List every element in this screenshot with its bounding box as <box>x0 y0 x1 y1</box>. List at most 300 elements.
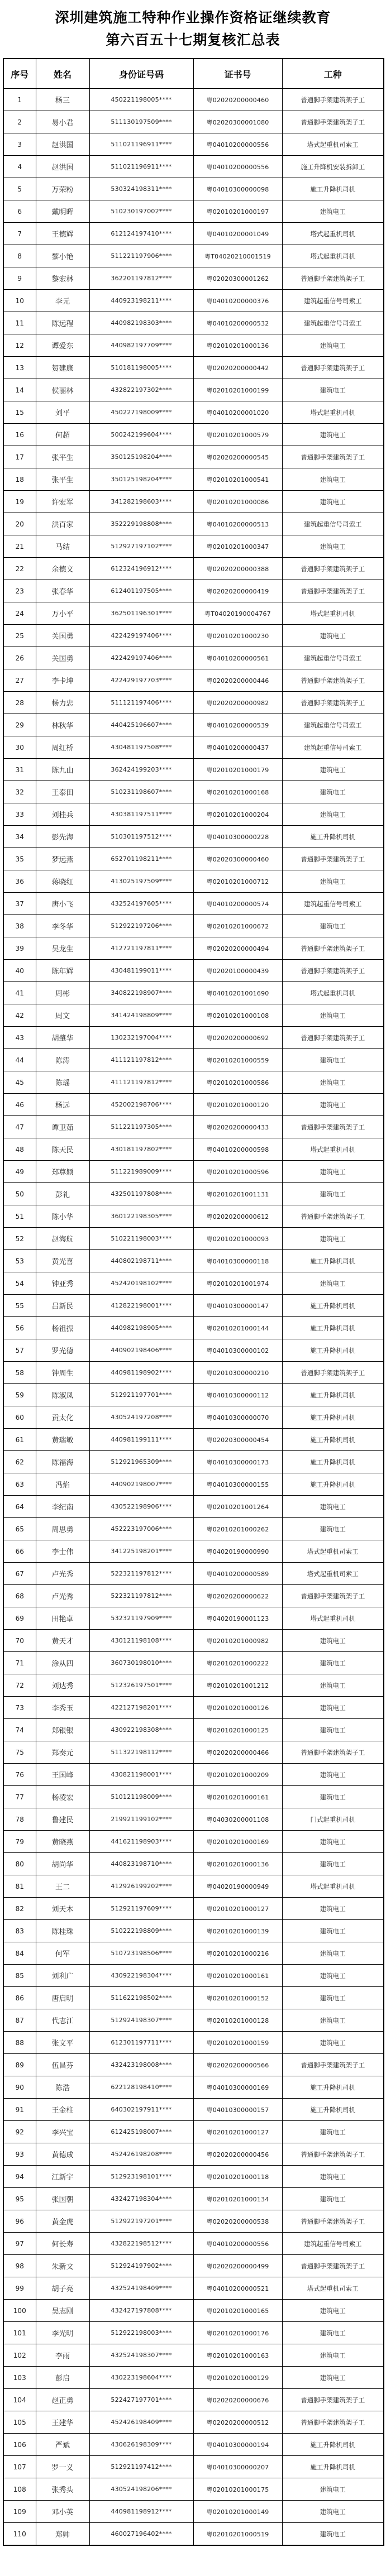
cell-name: 杨力忠 <box>36 692 89 714</box>
cell-certificate: 粤04030200001108 <box>193 1808 282 1831</box>
table-row <box>3 156 384 178</box>
cell-id-number: 430922198308**** <box>89 1719 193 1741</box>
table-row <box>3 759 384 781</box>
cell-certificate: 粤02010201000176 <box>193 2322 282 2344</box>
cell-trade: 建筑电工 <box>282 1831 384 1853</box>
cell-name: 张平生 <box>36 468 89 491</box>
cell-serial: 43 <box>3 1027 36 1049</box>
header-certificate: 证书号 <box>193 59 282 89</box>
cell-trade: 普通脚手架建筑架子工 <box>282 1027 384 1049</box>
cell-trade: 塔式起重机司机 <box>282 245 384 267</box>
cell-name: 胡肇华 <box>36 1027 89 1049</box>
cell-id-number: 612425198007**** <box>89 2121 193 2143</box>
cell-name: 郑奏元 <box>36 1741 89 1764</box>
cell-id-number: 510221198003**** <box>89 1228 193 1250</box>
table-row <box>3 2322 384 2344</box>
cell-id-number: 452426198409**** <box>89 2411 193 2434</box>
cell-name: 吴龙生 <box>36 937 89 960</box>
cell-name: 胡子亮 <box>36 2277 89 2300</box>
cell-id-number: 622128198410**** <box>89 2076 193 2099</box>
header-name: 姓名 <box>36 59 89 89</box>
cell-id-number: 612324196912**** <box>89 558 193 580</box>
cell-id-number: 652701198211**** <box>89 848 193 870</box>
cell-certificate: 粤02010201000128 <box>193 2009 282 2032</box>
cell-serial: 6 <box>3 200 36 223</box>
cell-name: 关国勇 <box>36 625 89 647</box>
cell-certificate: 粤02010201000152 <box>193 1987 282 2009</box>
table-row <box>3 1697 384 1719</box>
cell-certificate: 粤02010201000163 <box>193 2344 282 2367</box>
cell-certificate: 粤02020200000419 <box>193 580 282 602</box>
cell-id-number: 432427197808**** <box>89 2300 193 2322</box>
cell-trade: 建筑电工 <box>282 1518 384 1540</box>
table-row <box>3 1540 384 1563</box>
cell-name: 张国朝 <box>36 2188 89 2210</box>
table-row <box>3 692 384 714</box>
cell-trade: 建筑电工 <box>282 781 384 803</box>
cell-serial: 65 <box>3 1518 36 1540</box>
cell-serial: 45 <box>3 1071 36 1094</box>
cell-trade: 建筑电工 <box>282 1496 384 1518</box>
cell-trade: 建筑电工 <box>282 915 384 937</box>
cell-id-number: 440902198007**** <box>89 1473 193 1496</box>
cell-serial: 8 <box>3 245 36 267</box>
cell-name: 谭卫茹 <box>36 1116 89 1138</box>
cell-certificate: 粤02020200000456 <box>193 2143 282 2166</box>
cell-serial: 56 <box>3 1317 36 1339</box>
cell-certificate: 粤02010201000179 <box>193 759 282 781</box>
cell-name: 刘利广 <box>36 1965 89 1987</box>
cell-name: 冯焰 <box>36 1473 89 1496</box>
table-row <box>3 401 384 424</box>
cell-certificate: 粤04010200000376 <box>193 290 282 312</box>
cell-id-number: 362501196301**** <box>89 602 193 625</box>
cell-serial: 4 <box>3 156 36 178</box>
cell-certificate: 粤02010201000199 <box>193 379 282 401</box>
cell-trade: 普通脚手架建筑架子工 <box>282 2210 384 2233</box>
cell-certificate: 粤04010200000521 <box>193 2277 282 2300</box>
cell-id-number: 512923198101**** <box>89 2166 193 2188</box>
cell-certificate: 粤04010300000098 <box>193 178 282 200</box>
cell-serial: 67 <box>3 1563 36 1585</box>
cell-serial: 36 <box>3 870 36 893</box>
cell-name: 刘天木 <box>36 1898 89 1920</box>
cell-serial: 37 <box>3 893 36 915</box>
table-row <box>3 1027 384 1049</box>
cell-certificate: 粤04010200000556 <box>193 133 282 156</box>
cell-certificate: 粤04010200001020 <box>193 401 282 424</box>
cell-id-number: 440823198710**** <box>89 1853 193 1875</box>
cell-trade: 建筑电工 <box>282 1630 384 1652</box>
cell-trade: 塔式起重机司机 <box>282 401 384 424</box>
cell-name: 王二 <box>36 1875 89 1898</box>
cell-trade: 施工升降机司机 <box>282 178 384 200</box>
cell-name: 刘桂兵 <box>36 803 89 826</box>
table-row <box>3 1049 384 1071</box>
cell-trade: 建筑电工 <box>282 2009 384 2032</box>
cell-trade: 建筑电工 <box>282 1094 384 1116</box>
cell-trade: 普通脚手架建筑架子工 <box>282 580 384 602</box>
cell-id-number: 512921197412**** <box>89 2456 193 2478</box>
cell-name: 黎小艳 <box>36 245 89 267</box>
cell-name: 陈瑶 <box>36 1071 89 1094</box>
cell-name: 邓小英 <box>36 2501 89 2523</box>
cell-certificate: 粤02020200000466 <box>193 1741 282 1764</box>
cell-id-number: 512922197201**** <box>89 2210 193 2233</box>
cell-name: 赵海航 <box>36 1228 89 1250</box>
cell-trade: 建筑电工 <box>282 1898 384 1920</box>
cell-serial: 23 <box>3 580 36 602</box>
cell-serial: 62 <box>3 1451 36 1473</box>
cell-trade: 施工升降机司机 <box>282 1473 384 1496</box>
table-row <box>3 1429 384 1451</box>
cell-certificate: 粤02010201000168 <box>193 781 282 803</box>
cell-name: 贺建康 <box>36 357 89 379</box>
cell-trade: 塔式起重机司机 <box>282 1875 384 1898</box>
table-row <box>3 1987 384 2009</box>
cell-serial: 42 <box>3 1004 36 1027</box>
cell-id-number: 452223197006**** <box>89 1518 193 1540</box>
cell-certificate: 粤02010201000541 <box>193 468 282 491</box>
table-row <box>3 1518 384 1540</box>
cell-id-number: 512326197501**** <box>89 1674 193 1697</box>
cell-name: 杨远 <box>36 1094 89 1116</box>
cell-certificate: 粤02010201000209 <box>193 1764 282 1786</box>
cell-serial: 26 <box>3 647 36 669</box>
cell-trade: 建筑电工 <box>282 2478 384 2501</box>
cell-trade: 普通脚手架建筑架子工 <box>282 1116 384 1138</box>
table-row <box>3 1942 384 1965</box>
table-row <box>3 1719 384 1741</box>
cell-serial: 17 <box>3 446 36 468</box>
cell-name: 赵正勇 <box>36 2389 89 2411</box>
cell-certificate: 粤02010201000149 <box>193 2501 282 2523</box>
table-row <box>3 491 384 513</box>
table-row <box>3 1652 384 1674</box>
cell-serial: 11 <box>3 312 36 334</box>
cell-trade: 普通脚手架建筑架子工 <box>282 1362 384 1384</box>
cell-name: 鲁建民 <box>36 1808 89 1831</box>
cell-id-number: 219921199102**** <box>89 1808 193 1831</box>
document-title <box>3 0 383 58</box>
cell-id-number: 510231198607**** <box>89 781 193 803</box>
cell-serial: 46 <box>3 1094 36 1116</box>
table-row <box>3 1786 384 1808</box>
cell-certificate: 粤04010200000437 <box>193 736 282 759</box>
cell-serial: 28 <box>3 692 36 714</box>
cell-name: 陈九山 <box>36 759 89 781</box>
cell-id-number: 612301197711**** <box>89 2032 193 2054</box>
cell-certificate: 粤02010201000982 <box>193 1630 282 1652</box>
cell-name: 陈桂珠 <box>36 1920 89 1942</box>
cell-serial: 53 <box>3 1250 36 1272</box>
cell-certificate: 粤02010201000108 <box>193 1004 282 1027</box>
table-body <box>3 89 384 2546</box>
cell-certificate: 粤02020200000545 <box>193 446 282 468</box>
cell-name: 何军 <box>36 1942 89 1965</box>
cell-serial: 99 <box>3 2277 36 2300</box>
cell-serial: 68 <box>3 1585 36 1607</box>
cell-id-number: 510301197512**** <box>89 826 193 848</box>
cell-name: 罗一义 <box>36 2456 89 2478</box>
cell-trade: 塔式起重机司索工 <box>282 2277 384 2300</box>
cell-id-number: 130232197004**** <box>89 1027 193 1049</box>
cell-trade: 建筑电工 <box>282 1228 384 1250</box>
table-row <box>3 2143 384 2166</box>
cell-name: 陈浩 <box>36 2076 89 2099</box>
table-row <box>3 1563 384 1585</box>
cell-name: 林秋华 <box>36 714 89 736</box>
cell-certificate: 粤04010300000118 <box>193 1250 282 1272</box>
cell-serial: 54 <box>3 1272 36 1295</box>
cell-certificate: 粤02010201001212 <box>193 1674 282 1697</box>
cell-certificate: 粤02010201000197 <box>193 200 282 223</box>
cell-id-number: 440982198303**** <box>89 312 193 334</box>
cell-trade: 施工升降机司机 <box>282 1339 384 1362</box>
cell-name: 朱新文 <box>36 2255 89 2277</box>
cell-certificate: 粤02010201001131 <box>193 1183 282 1205</box>
cell-certificate: 粤04010300000155 <box>193 1473 282 1496</box>
cell-certificate: 粤02010201000596 <box>193 1161 282 1183</box>
cell-trade: 建筑电工 <box>282 1049 384 1071</box>
table-row <box>3 1585 384 1607</box>
cell-id-number: 452002198706**** <box>89 1094 193 1116</box>
table-row <box>3 2367 384 2389</box>
cell-serial: 95 <box>3 2188 36 2210</box>
cell-name: 李雨 <box>36 2344 89 2367</box>
cell-certificate: 粤02010201000159 <box>193 2032 282 2054</box>
cell-id-number: 430922198304**** <box>89 1965 193 1987</box>
cell-name: 田艳卓 <box>36 1607 89 1630</box>
cell-id-number: 362201197812**** <box>89 267 193 290</box>
cell-certificate: 粤02020200000446 <box>193 669 282 692</box>
cell-certificate: 粤02010201000169 <box>193 1831 282 1853</box>
cell-trade: 建筑起重信号司索工 <box>282 647 384 669</box>
cell-certificate: 粤02010201000175 <box>193 2478 282 2501</box>
table-row <box>3 848 384 870</box>
cell-trade: 建筑起重信号司索工 <box>282 714 384 736</box>
cell-serial: 106 <box>3 2434 36 2456</box>
cell-serial: 90 <box>3 2076 36 2099</box>
cell-serial: 22 <box>3 558 36 580</box>
cell-trade: 普通脚手架建筑架子工 <box>282 2054 384 2076</box>
cell-id-number: 413025197509**** <box>89 870 193 893</box>
cell-id-number: 341282198603**** <box>89 491 193 513</box>
table-row <box>3 602 384 625</box>
cell-trade: 普通脚手架建筑架子工 <box>282 2411 384 2434</box>
table-row <box>3 669 384 692</box>
cell-certificate: 粤02010201000136 <box>193 334 282 357</box>
table-row <box>3 1116 384 1138</box>
cell-name: 罗光德 <box>36 1339 89 1362</box>
cell-trade: 建筑起重信号司索工 <box>282 312 384 334</box>
cell-certificate: 粤02020200000612 <box>193 1205 282 1228</box>
cell-serial: 73 <box>3 1697 36 1719</box>
table-row <box>3 1741 384 1764</box>
cell-name: 马结 <box>36 535 89 558</box>
table-row <box>3 267 384 290</box>
cell-id-number: 422429197406**** <box>89 625 193 647</box>
cell-certificate: 粤02020200000499 <box>193 2255 282 2277</box>
table-row <box>3 1317 384 1339</box>
cell-serial: 83 <box>3 1920 36 1942</box>
cell-name: 李冬华 <box>36 915 89 937</box>
cell-certificate: 粤02020200000433 <box>193 1116 282 1138</box>
cell-name: 张平生 <box>36 446 89 468</box>
cell-serial: 59 <box>3 1384 36 1406</box>
cell-certificate: 粤02020200000388 <box>193 558 282 580</box>
cell-serial: 30 <box>3 736 36 759</box>
cell-serial: 91 <box>3 2099 36 2121</box>
cell-id-number: 522321197812**** <box>89 1563 193 1585</box>
cell-id-number: 352229198808**** <box>89 513 193 535</box>
cell-trade: 建筑电工 <box>282 1071 384 1094</box>
cell-serial: 66 <box>3 1540 36 1563</box>
cell-name: 唐启明 <box>36 1987 89 2009</box>
cell-serial: 100 <box>3 2300 36 2322</box>
cell-certificate: 粤02010201000262 <box>193 1518 282 1540</box>
cell-certificate: 粤02020200000538 <box>193 2210 282 2233</box>
cell-trade: 建筑电工 <box>282 2032 384 2054</box>
cell-trade: 建筑电工 <box>282 468 384 491</box>
cell-trade: 建筑电工 <box>282 535 384 558</box>
cell-id-number: 411121197812**** <box>89 1071 193 1094</box>
table-row <box>3 1607 384 1630</box>
cell-trade: 建筑电工 <box>282 2501 384 2523</box>
cell-name: 杨凌宏 <box>36 1786 89 1808</box>
cell-certificate: 粤04010201001690 <box>193 982 282 1004</box>
cell-id-number: 440802198711**** <box>89 1250 193 1272</box>
table-row <box>3 245 384 267</box>
cell-name: 胡尚华 <box>36 1853 89 1875</box>
cell-id-number: 430223198604**** <box>89 2367 193 2389</box>
header-serial: 序号 <box>3 59 36 89</box>
cell-id-number: 412822198001**** <box>89 1295 193 1317</box>
table-row <box>3 1272 384 1295</box>
cell-trade: 施工升降机司机 <box>282 2076 384 2099</box>
cell-certificate: 粤02010201000672 <box>193 915 282 937</box>
cell-id-number: 432501197808**** <box>89 1183 193 1205</box>
cell-trade: 普通脚手架建筑架子工 <box>282 1585 384 1607</box>
table-row <box>3 1205 384 1228</box>
table-row <box>3 2188 384 2210</box>
cell-id-number: 341424198809**** <box>89 1004 193 1027</box>
cell-serial: 98 <box>3 2255 36 2277</box>
review-table <box>3 58 384 2546</box>
cell-trade: 施工升降机司机 <box>282 2434 384 2456</box>
cell-certificate: 粤T04020210001519 <box>193 245 282 267</box>
cell-trade: 建筑电工 <box>282 1764 384 1786</box>
cell-certificate: 粤02010201000222 <box>193 1652 282 1674</box>
cell-certificate: 粤04010300000228 <box>193 826 282 848</box>
table-row <box>3 468 384 491</box>
cell-id-number: 422429197406**** <box>89 647 193 669</box>
cell-trade: 普通脚手架建筑架子工 <box>282 89 384 111</box>
cell-certificate: 粤02010201000216 <box>193 1942 282 1965</box>
cell-trade: 普通脚手架建筑架子工 <box>282 2389 384 2411</box>
table-row <box>3 1406 384 1429</box>
cell-id-number: 430481199011**** <box>89 960 193 982</box>
table-row <box>3 1228 384 1250</box>
cell-id-number: 511121197406**** <box>89 692 193 714</box>
cell-certificate: 粤02020200000494 <box>193 937 282 960</box>
cell-serial: 61 <box>3 1429 36 1451</box>
cell-certificate: 粤04010200000574 <box>193 893 282 915</box>
cell-certificate: 粤04020190001123 <box>193 1607 282 1630</box>
cell-trade: 建筑电工 <box>282 1697 384 1719</box>
cell-trade: 建筑电工 <box>282 1786 384 1808</box>
cell-id-number: 512924198307**** <box>89 2009 193 2032</box>
cell-certificate: 粤02010201000559 <box>193 1049 282 1071</box>
cell-serial: 88 <box>3 2032 36 2054</box>
cell-trade: 普通脚手架建筑架子工 <box>282 2255 384 2277</box>
cell-serial: 102 <box>3 2344 36 2367</box>
cell-serial: 69 <box>3 1607 36 1630</box>
table-row <box>3 937 384 960</box>
cell-certificate: 粤02010201000120 <box>193 1094 282 1116</box>
cell-id-number: 430522198906**** <box>89 1496 193 1518</box>
table-row <box>3 982 384 1004</box>
table-row <box>3 1339 384 1362</box>
cell-name: 陈福海 <box>36 1451 89 1473</box>
table-row <box>3 446 384 468</box>
cell-serial: 7 <box>3 223 36 245</box>
cell-serial: 86 <box>3 1987 36 2009</box>
cell-id-number: 432524198409**** <box>89 2277 193 2300</box>
cell-serial: 14 <box>3 379 36 401</box>
cell-name: 郑尊颖 <box>36 1161 89 1183</box>
cell-name: 戴明晖 <box>36 200 89 223</box>
table-row <box>3 379 384 401</box>
cell-id-number: 412721197811**** <box>89 937 193 960</box>
cell-certificate: 粤02010201000093 <box>193 1228 282 1250</box>
cell-certificate: 粤02020300000460 <box>193 848 282 870</box>
cell-trade: 门式起重机司机 <box>282 1808 384 1831</box>
cell-trade: 塔式起重机司机 <box>282 982 384 1004</box>
cell-serial: 82 <box>3 1898 36 1920</box>
cell-certificate: 粤02010201000712 <box>193 870 282 893</box>
table-row <box>3 1094 384 1116</box>
cell-id-number: 512921965309**** <box>89 1451 193 1473</box>
table-row <box>3 1831 384 1853</box>
cell-trade: 建筑电工 <box>282 1161 384 1183</box>
cell-id-number: 411121197812**** <box>89 1049 193 1071</box>
table-row <box>3 803 384 826</box>
cell-certificate: 粤02020300001262 <box>193 267 282 290</box>
cell-name: 彭启 <box>36 2367 89 2389</box>
cell-certificate: 粤02010201001264 <box>193 1496 282 1518</box>
cell-id-number: 532321197909**** <box>89 1607 193 1630</box>
cell-serial: 64 <box>3 1496 36 1518</box>
cell-name: 彭先海 <box>36 826 89 848</box>
cell-serial: 104 <box>3 2389 36 2411</box>
cell-name: 蒋晓红 <box>36 870 89 893</box>
cell-serial: 19 <box>3 491 36 513</box>
cell-serial: 94 <box>3 2166 36 2188</box>
cell-name: 唐小飞 <box>36 893 89 915</box>
cell-serial: 57 <box>3 1339 36 1362</box>
cell-certificate: 粤04010300000112 <box>193 1384 282 1406</box>
cell-certificate: 粤04020190000949 <box>193 1875 282 1898</box>
cell-name: 赵洪国 <box>36 156 89 178</box>
cell-id-number: 430626198309**** <box>89 2434 193 2456</box>
cell-trade: 施工升降机司机 <box>282 826 384 848</box>
table-row <box>3 1183 384 1205</box>
cell-trade: 建筑起重信号司索工 <box>282 736 384 759</box>
cell-trade: 建筑电工 <box>282 1004 384 1027</box>
table-row <box>3 513 384 535</box>
cell-certificate: 粤T04020190004767 <box>193 602 282 625</box>
